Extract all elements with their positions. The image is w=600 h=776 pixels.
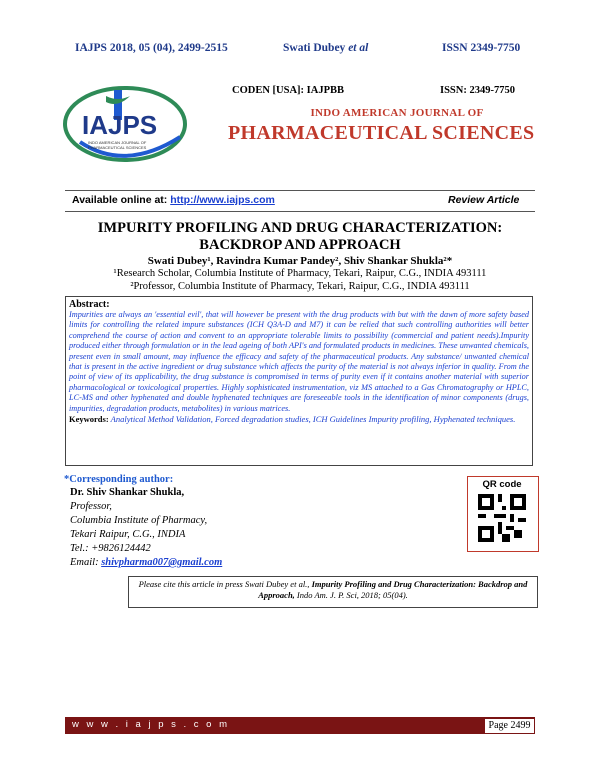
abstract-box: [65, 296, 533, 466]
keywords: Keywords: Analytical Method Validation, Forced degradation studies, ICH Guidelines Impurity profiling, Hyphenated techniques.: [69, 414, 516, 425]
svg-text:IAJPS: IAJPS: [82, 110, 158, 140]
corresponding-author-heading: *Corresponding author:: [64, 474, 174, 485]
coden: CODEN [USA]: IAJPBB: [232, 85, 345, 96]
citation-box: Please cite this article in press Swati Dubey et al., Impurity Profiling and Drug Characterization: Backdrop and Approach, Indo Am. J. P. Sci, 2018; 05(04).: [128, 576, 538, 608]
page-number: Page 2499: [484, 718, 535, 734]
affiliation-1: ¹Research Scholar, Columbia Institute of Pharmacy, Tekari, Raipur, C.G., INDIA 493111: [113, 268, 487, 279]
svg-text:PHARMACEUTICAL SCIENCES: PHARMACEUTICAL SCIENCES: [88, 145, 147, 150]
masthead-issn: ISSN: 2349-7750: [440, 85, 515, 96]
running-header-issn: ISSN 2349-7750: [442, 42, 521, 54]
qr-code-icon: [478, 494, 526, 542]
journal-name-line2: PHARMACEUTICAL SCIENCES: [228, 122, 535, 144]
abstract-heading: Abstract:: [69, 299, 110, 310]
journal-url-link[interactable]: http://www.iajps.com: [170, 194, 275, 206]
running-header-author: Swati Dubey et al: [283, 42, 369, 54]
footer-url: w w w . i a j p s . c o m: [72, 719, 230, 730]
corresponding-author-tel: Tel.: +9826124442: [70, 543, 151, 554]
corresponding-author-email-line: Email: shivpharma007@gmail.com: [70, 557, 223, 568]
corresponding-author-name: Dr. Shiv Shankar Shukla,: [70, 487, 185, 498]
journal-logo: [60, 82, 210, 172]
abstract-text: Impurities are always an 'essential evil', that will however be present with the drug products with but with the dawn of more safety based limits for controlling the related impure substances (ICH Q3A-D and M7) it can be relied that such controlling authorities will better comprehend the course of action and convent to an appropriate tolerable limits to possibility (commercial and patient needs).Impurity produced either through formulation or in the lead ageing of both API's and formulated products in medicines. These unwanted chemicals, present even in small amount, may influence the efficacy and safety of the pharmaceutical products. Any substance/ unwanted chemical that is present in the active ingredient or drug substance which affects the purity of the material is not always inferior in quality. From the point of view of its applicability, the drug substance is compromised in terms of purity even if it contains another material with superior pharmacological or toxicological properties. Highly sophisticated instrumentation, viz MS attached to a Gas Chromatography or HPLC, LC-MS and other hyphenated and double hyphenated techniques are foreseeable tools in the identification of minor components (drugs, impurities, degradation products, metabolites) in various matrices.: [69, 310, 529, 413]
qr-code-label: QR code: [482, 479, 522, 490]
corresponding-author-institute: Columbia Institute of Pharmacy,: [70, 515, 208, 526]
availability-line: Available online at: http://www.iajps.com: [72, 194, 275, 206]
article-type: Review Article: [448, 194, 520, 206]
article-title-line2: BACKDROP AND APPROACH: [199, 237, 401, 253]
affiliation-2: ²Professor, Columbia Institute of Pharmacy, Tekari, Raipur, C.G., INDIA 493111: [130, 281, 470, 292]
journal-name-line1: INDO AMERICAN JOURNAL OF: [310, 107, 484, 119]
corresponding-author-title: Professor,: [70, 501, 112, 512]
authors: Swati Dubey¹, Ravindra Kumar Pandey², Shiv Shankar Shukla²*: [147, 255, 453, 267]
email-link[interactable]: shivpharma007@gmail.com: [101, 557, 223, 568]
corresponding-author-address: Tekari Raipur, C.G., INDIA: [70, 529, 186, 540]
running-header-journal-ref: IAJPS 2018, 05 (04), 2499-2515: [75, 42, 228, 54]
svg-text:INDO AMERICAN JOURNAL OF: INDO AMERICAN JOURNAL OF: [88, 140, 147, 145]
article-title-line1: IMPURITY PROFILING AND DRUG CHARACTERIZATION:: [97, 220, 503, 236]
